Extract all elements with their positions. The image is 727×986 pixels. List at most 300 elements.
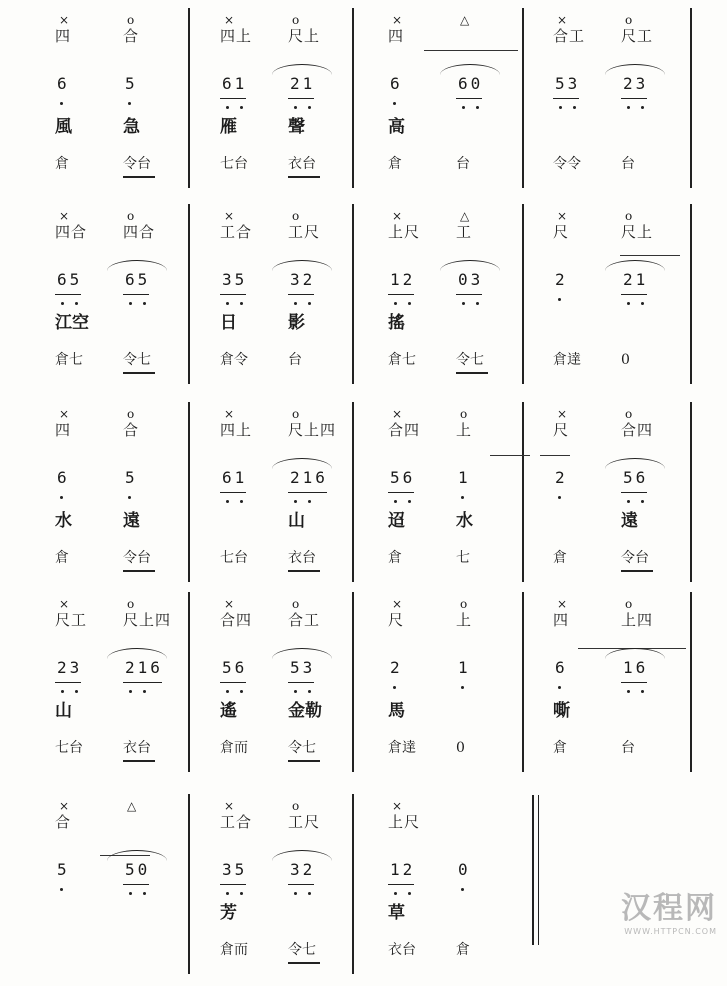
numbered-note: 2 xyxy=(390,658,403,677)
beam-line xyxy=(621,98,647,99)
numbered-note: 1 xyxy=(458,658,471,677)
beat-mark: × xyxy=(59,407,70,421)
barline xyxy=(188,592,190,772)
numbered-note: 65 xyxy=(57,270,83,289)
octave-dot xyxy=(394,302,397,305)
octave-dot xyxy=(641,302,644,305)
octave-dot xyxy=(461,496,464,499)
numbered-note: 5 xyxy=(125,74,138,93)
octave-dot xyxy=(143,892,146,895)
beam-line xyxy=(123,682,162,683)
measure xyxy=(388,800,518,986)
beam-line xyxy=(288,98,314,99)
octave-dot xyxy=(61,302,64,305)
measure xyxy=(388,210,518,396)
barline xyxy=(522,402,524,582)
slur xyxy=(440,64,500,75)
octave-dot xyxy=(226,500,229,503)
percussion-text: 令令 xyxy=(553,156,581,172)
percussion-text: 衣台 xyxy=(288,550,316,566)
beam-line xyxy=(55,294,81,295)
barline xyxy=(188,402,190,582)
percussion-text: 倉七 xyxy=(388,352,416,368)
octave-dot xyxy=(143,690,146,693)
beam-line xyxy=(621,294,647,295)
beat-mark: o xyxy=(292,209,300,223)
octave-dot xyxy=(226,690,229,693)
beam-line xyxy=(288,492,327,493)
lyric-char: 風 xyxy=(55,117,72,137)
octave-dot xyxy=(461,686,464,689)
percussion-underline xyxy=(621,570,653,572)
octave-dot xyxy=(627,500,630,503)
percussion-underline xyxy=(123,760,155,762)
gongche-notation: 四 xyxy=(553,611,570,629)
lyric-char: 江空 xyxy=(55,313,89,333)
beat-mark: o xyxy=(127,209,135,223)
percussion-underline xyxy=(456,372,488,374)
numbered-note: 35 xyxy=(222,860,248,879)
beat-mark: × xyxy=(557,407,568,421)
numbered-note: 12 xyxy=(390,860,416,879)
beam-line xyxy=(288,884,314,885)
octave-dot xyxy=(308,500,311,503)
lyric-char: 山 xyxy=(288,511,305,531)
octave-dot xyxy=(394,500,397,503)
measure xyxy=(55,14,175,200)
gongche-notation: 尺工 xyxy=(55,611,88,629)
numbered-note: 32 xyxy=(290,270,316,289)
gongche-notation: 合四 xyxy=(388,421,421,439)
gongche-notation: 工尺 xyxy=(288,813,321,831)
octave-dot xyxy=(60,496,63,499)
percussion-text: 令七 xyxy=(123,352,151,368)
octave-dot xyxy=(308,892,311,895)
barline xyxy=(188,8,190,188)
measure xyxy=(220,14,345,200)
percussion-text: 倉 xyxy=(55,550,69,566)
beam-line xyxy=(288,294,314,295)
gongche-notation: 尺工 xyxy=(621,27,654,45)
gongche-notation: 工合 xyxy=(220,813,253,831)
measure xyxy=(553,210,683,396)
beam-line xyxy=(220,884,246,885)
barline xyxy=(522,592,524,772)
numbered-note: 23 xyxy=(57,658,83,677)
numbered-note: 56 xyxy=(623,468,649,487)
barline xyxy=(522,204,524,384)
octave-dot xyxy=(558,686,561,689)
beam-line xyxy=(388,294,414,295)
slur xyxy=(605,260,665,271)
octave-dot xyxy=(476,302,479,305)
beam-line xyxy=(220,98,246,99)
octave-dot xyxy=(75,302,78,305)
octave-dot xyxy=(641,690,644,693)
barline xyxy=(352,402,354,582)
gongche-notation: 尺上 xyxy=(621,223,654,241)
gongche-notation: 四 xyxy=(388,27,405,45)
beat-mark: o xyxy=(625,209,633,223)
watermark xyxy=(621,883,717,936)
measure xyxy=(553,14,683,200)
gongche-notation: 四合 xyxy=(123,223,156,241)
barline xyxy=(188,204,190,384)
barline xyxy=(352,592,354,772)
beat-mark: × xyxy=(557,597,568,611)
octave-dot xyxy=(558,496,561,499)
slur xyxy=(107,648,167,659)
numbered-note: 0 xyxy=(458,860,471,879)
numbered-note: 5 xyxy=(57,860,70,879)
octave-dot xyxy=(294,690,297,693)
measure xyxy=(388,408,518,594)
beam-line xyxy=(553,98,579,99)
octave-dot xyxy=(294,500,297,503)
numbered-note: 6 xyxy=(57,468,70,487)
gongche-notation: 尺 xyxy=(388,611,405,629)
measure xyxy=(55,210,175,396)
octave-dot xyxy=(240,892,243,895)
percussion-text: 0 xyxy=(456,740,465,756)
beat-mark: o xyxy=(460,407,468,421)
percussion-text: 令七 xyxy=(456,352,484,368)
beat-mark: × xyxy=(224,407,235,421)
beat-mark: △ xyxy=(127,799,137,813)
measure xyxy=(220,408,345,594)
gongche-notation: 四合 xyxy=(55,223,88,241)
numbered-note: 21 xyxy=(623,270,649,289)
watermark-url: WWW.HTTPCN.COM xyxy=(624,927,717,936)
lyric-char: 遙 xyxy=(220,701,237,721)
beam-line xyxy=(621,682,647,683)
barline xyxy=(690,8,692,188)
lyric-char: 水 xyxy=(55,511,72,531)
slur xyxy=(605,648,665,659)
slur xyxy=(107,850,167,861)
gongche-notation: 上 xyxy=(456,611,473,629)
octave-dot xyxy=(641,500,644,503)
gongche-notation: 上尺 xyxy=(388,223,421,241)
percussion-text: 七台 xyxy=(55,740,83,756)
octave-dot xyxy=(60,888,63,891)
octave-dot xyxy=(408,500,411,503)
lyric-char: 遠 xyxy=(621,511,638,531)
slur xyxy=(605,458,665,469)
beat-mark: × xyxy=(392,799,403,813)
octave-dot xyxy=(559,106,562,109)
percussion-text: 倉而 xyxy=(220,942,248,958)
beat-mark: o xyxy=(127,407,135,421)
numbered-note: 216 xyxy=(125,658,163,677)
octave-dot xyxy=(573,106,576,109)
beat-mark: × xyxy=(392,209,403,223)
octave-dot xyxy=(60,102,63,105)
numbered-note: 21 xyxy=(290,74,316,93)
percussion-text: 台 xyxy=(621,156,635,172)
barline xyxy=(188,794,190,974)
percussion-text: 衣台 xyxy=(388,942,416,958)
lyric-char: 聲 xyxy=(288,117,305,137)
octave-dot xyxy=(408,892,411,895)
barline xyxy=(352,8,354,188)
percussion-text: 倉令 xyxy=(220,352,248,368)
octave-dot xyxy=(128,496,131,499)
lyric-char: 水 xyxy=(456,511,473,531)
numbered-note: 61 xyxy=(222,74,248,93)
percussion-text: 倉 xyxy=(55,156,69,172)
beat-mark: × xyxy=(392,597,403,611)
measure xyxy=(55,598,175,784)
gongche-notation: 工尺 xyxy=(288,223,321,241)
beam-line xyxy=(220,294,246,295)
gongche-notation: 工合 xyxy=(220,223,253,241)
lyric-char: 高 xyxy=(388,117,405,137)
octave-dot xyxy=(393,686,396,689)
lyric-char: 芳 xyxy=(220,903,237,923)
numbered-note: 53 xyxy=(290,658,316,677)
lyric-char: 馬 xyxy=(388,701,405,721)
octave-dot xyxy=(226,302,229,305)
octave-dot xyxy=(462,106,465,109)
percussion-text: 倉 xyxy=(553,740,567,756)
octave-dot xyxy=(641,106,644,109)
numbered-note: 61 xyxy=(222,468,248,487)
beat-mark: o xyxy=(292,407,300,421)
percussion-underline xyxy=(288,760,320,762)
gongche-notation: 四 xyxy=(55,421,72,439)
beat-mark: o xyxy=(460,597,468,611)
lyric-char: 迢 xyxy=(388,511,405,531)
measure xyxy=(388,598,518,784)
numbered-note: 2 xyxy=(555,270,568,289)
numbered-note: 35 xyxy=(222,270,248,289)
percussion-underline xyxy=(288,570,320,572)
beat-mark: × xyxy=(59,13,70,27)
octave-dot xyxy=(128,102,131,105)
numbered-note: 32 xyxy=(290,860,316,879)
lyric-char: 雁 xyxy=(220,117,237,137)
measure xyxy=(553,598,683,784)
slur xyxy=(107,260,167,271)
octave-dot xyxy=(461,888,464,891)
beat-mark: o xyxy=(292,597,300,611)
numbered-note: 53 xyxy=(555,74,581,93)
percussion-underline xyxy=(288,176,320,178)
measure xyxy=(220,210,345,396)
percussion-text: 令台 xyxy=(123,550,151,566)
octave-dot xyxy=(240,302,243,305)
octave-dot xyxy=(627,302,630,305)
gongche-notation: 尺 xyxy=(553,421,570,439)
octave-dot xyxy=(627,106,630,109)
beat-mark: △ xyxy=(460,13,470,27)
numbered-note: 03 xyxy=(458,270,484,289)
barline xyxy=(352,794,354,974)
octave-dot xyxy=(129,892,132,895)
percussion-underline xyxy=(123,570,155,572)
watermark-text: 汉程网 xyxy=(621,891,717,926)
gongche-notation: 上四 xyxy=(621,611,654,629)
octave-dot xyxy=(294,302,297,305)
octave-dot xyxy=(308,690,311,693)
octave-dot xyxy=(226,106,229,109)
numbered-note: 6 xyxy=(555,658,568,677)
beam-line xyxy=(55,682,81,683)
numbered-note: 65 xyxy=(125,270,151,289)
beat-mark: × xyxy=(59,799,70,813)
beat-mark: o xyxy=(292,13,300,27)
final-barline xyxy=(532,795,534,945)
beam-line xyxy=(621,492,647,493)
octave-dot xyxy=(143,302,146,305)
gongche-notation: 四上 xyxy=(220,27,253,45)
percussion-text: 倉 xyxy=(388,156,402,172)
gongche-notation: 合四 xyxy=(220,611,253,629)
beat-mark: △ xyxy=(460,209,470,223)
octave-dot xyxy=(240,106,243,109)
beam-line xyxy=(388,492,414,493)
percussion-text: 台 xyxy=(456,156,470,172)
percussion-text: 台 xyxy=(621,740,635,756)
beam-line xyxy=(123,294,149,295)
percussion-text: 倉達 xyxy=(388,740,416,756)
gongche-notation: 四上 xyxy=(220,421,253,439)
beat-mark: o xyxy=(292,799,300,813)
lyric-char: 草 xyxy=(388,903,405,923)
gongche-notation: 合工 xyxy=(553,27,586,45)
lyric-char: 影 xyxy=(288,313,305,333)
percussion-text: 七台 xyxy=(220,156,248,172)
barline xyxy=(522,8,524,188)
beat-mark: × xyxy=(224,13,235,27)
percussion-text: 倉 xyxy=(553,550,567,566)
numbered-note: 50 xyxy=(125,860,151,879)
beat-mark: × xyxy=(392,13,403,27)
lyric-char: 搖 xyxy=(388,313,405,333)
beat-mark: o xyxy=(127,13,135,27)
lyric-char: 急 xyxy=(123,117,140,137)
numbered-note: 60 xyxy=(458,74,484,93)
octave-dot xyxy=(394,892,397,895)
numbered-note: 56 xyxy=(222,658,248,677)
slur xyxy=(272,64,332,75)
measure xyxy=(55,800,175,986)
barline xyxy=(352,204,354,384)
beat-mark: × xyxy=(224,209,235,223)
octave-dot xyxy=(393,102,396,105)
numbered-note: 1 xyxy=(458,468,471,487)
percussion-text: 倉而 xyxy=(220,740,248,756)
octave-dot xyxy=(462,302,465,305)
barline xyxy=(690,204,692,384)
beam-line xyxy=(220,682,246,683)
octave-dot xyxy=(308,106,311,109)
octave-dot xyxy=(476,106,479,109)
beat-mark: × xyxy=(392,407,403,421)
percussion-text: 令七 xyxy=(288,942,316,958)
percussion-text: 倉 xyxy=(456,942,470,958)
beam-line xyxy=(220,492,246,493)
lyric-char: 日 xyxy=(220,313,237,333)
beat-mark: × xyxy=(557,13,568,27)
octave-dot xyxy=(129,690,132,693)
barline xyxy=(690,592,692,772)
beat-mark: o xyxy=(625,597,633,611)
beam-line xyxy=(456,98,482,99)
octave-dot xyxy=(558,298,561,301)
gongche-notation: 四 xyxy=(55,27,72,45)
beat-mark: o xyxy=(625,407,633,421)
octave-dot xyxy=(308,302,311,305)
slur xyxy=(272,260,332,271)
lyric-char: 遠 xyxy=(123,511,140,531)
numbered-note: 12 xyxy=(390,270,416,289)
octave-dot xyxy=(240,500,243,503)
octave-dot xyxy=(294,106,297,109)
gongche-notation: 工 xyxy=(456,223,473,241)
octave-dot xyxy=(627,690,630,693)
slur xyxy=(272,648,332,659)
beam-line xyxy=(456,294,482,295)
percussion-text: 令台 xyxy=(123,156,151,172)
gongche-notation: 尺上四 xyxy=(288,421,337,439)
measure xyxy=(553,408,683,594)
beam-line xyxy=(388,884,414,885)
numbered-note: 23 xyxy=(623,74,649,93)
octave-dot xyxy=(226,892,229,895)
percussion-underline xyxy=(123,372,155,374)
octave-dot xyxy=(129,302,132,305)
gongche-notation: 合 xyxy=(55,813,72,831)
numbered-note: 56 xyxy=(390,468,416,487)
beat-mark: o xyxy=(625,13,633,27)
gongche-notation: 上 xyxy=(456,421,473,439)
beat-mark: × xyxy=(59,209,70,223)
lyric-char: 嘶 xyxy=(553,701,570,721)
percussion-text: 台 xyxy=(288,352,302,368)
slur xyxy=(272,850,332,861)
gongche-notation: 尺上四 xyxy=(123,611,172,629)
barline xyxy=(690,402,692,582)
numbered-note: 2 xyxy=(555,468,568,487)
percussion-text: 令七 xyxy=(288,740,316,756)
final-barline-thin xyxy=(538,795,539,945)
percussion-underline xyxy=(288,962,320,964)
percussion-text: 倉 xyxy=(388,550,402,566)
beat-mark: o xyxy=(127,597,135,611)
measure xyxy=(220,800,345,986)
measure xyxy=(220,598,345,784)
beat-mark: × xyxy=(557,209,568,223)
measure xyxy=(388,14,518,200)
octave-dot xyxy=(294,892,297,895)
lyric-char: 金勒 xyxy=(288,701,322,721)
percussion-text: 倉七 xyxy=(55,352,83,368)
numbered-note: 6 xyxy=(57,74,70,93)
lyric-char: 山 xyxy=(55,701,72,721)
octave-dot xyxy=(408,302,411,305)
percussion-text: 七 xyxy=(456,550,470,566)
gongche-notation: 尺上 xyxy=(288,27,321,45)
percussion-underline xyxy=(123,176,155,178)
gongche-notation: 合 xyxy=(123,27,140,45)
numbered-note: 16 xyxy=(623,658,649,677)
slur xyxy=(440,260,500,271)
beat-mark: × xyxy=(224,597,235,611)
percussion-text: 倉達 xyxy=(553,352,581,368)
beam-line xyxy=(288,682,314,683)
